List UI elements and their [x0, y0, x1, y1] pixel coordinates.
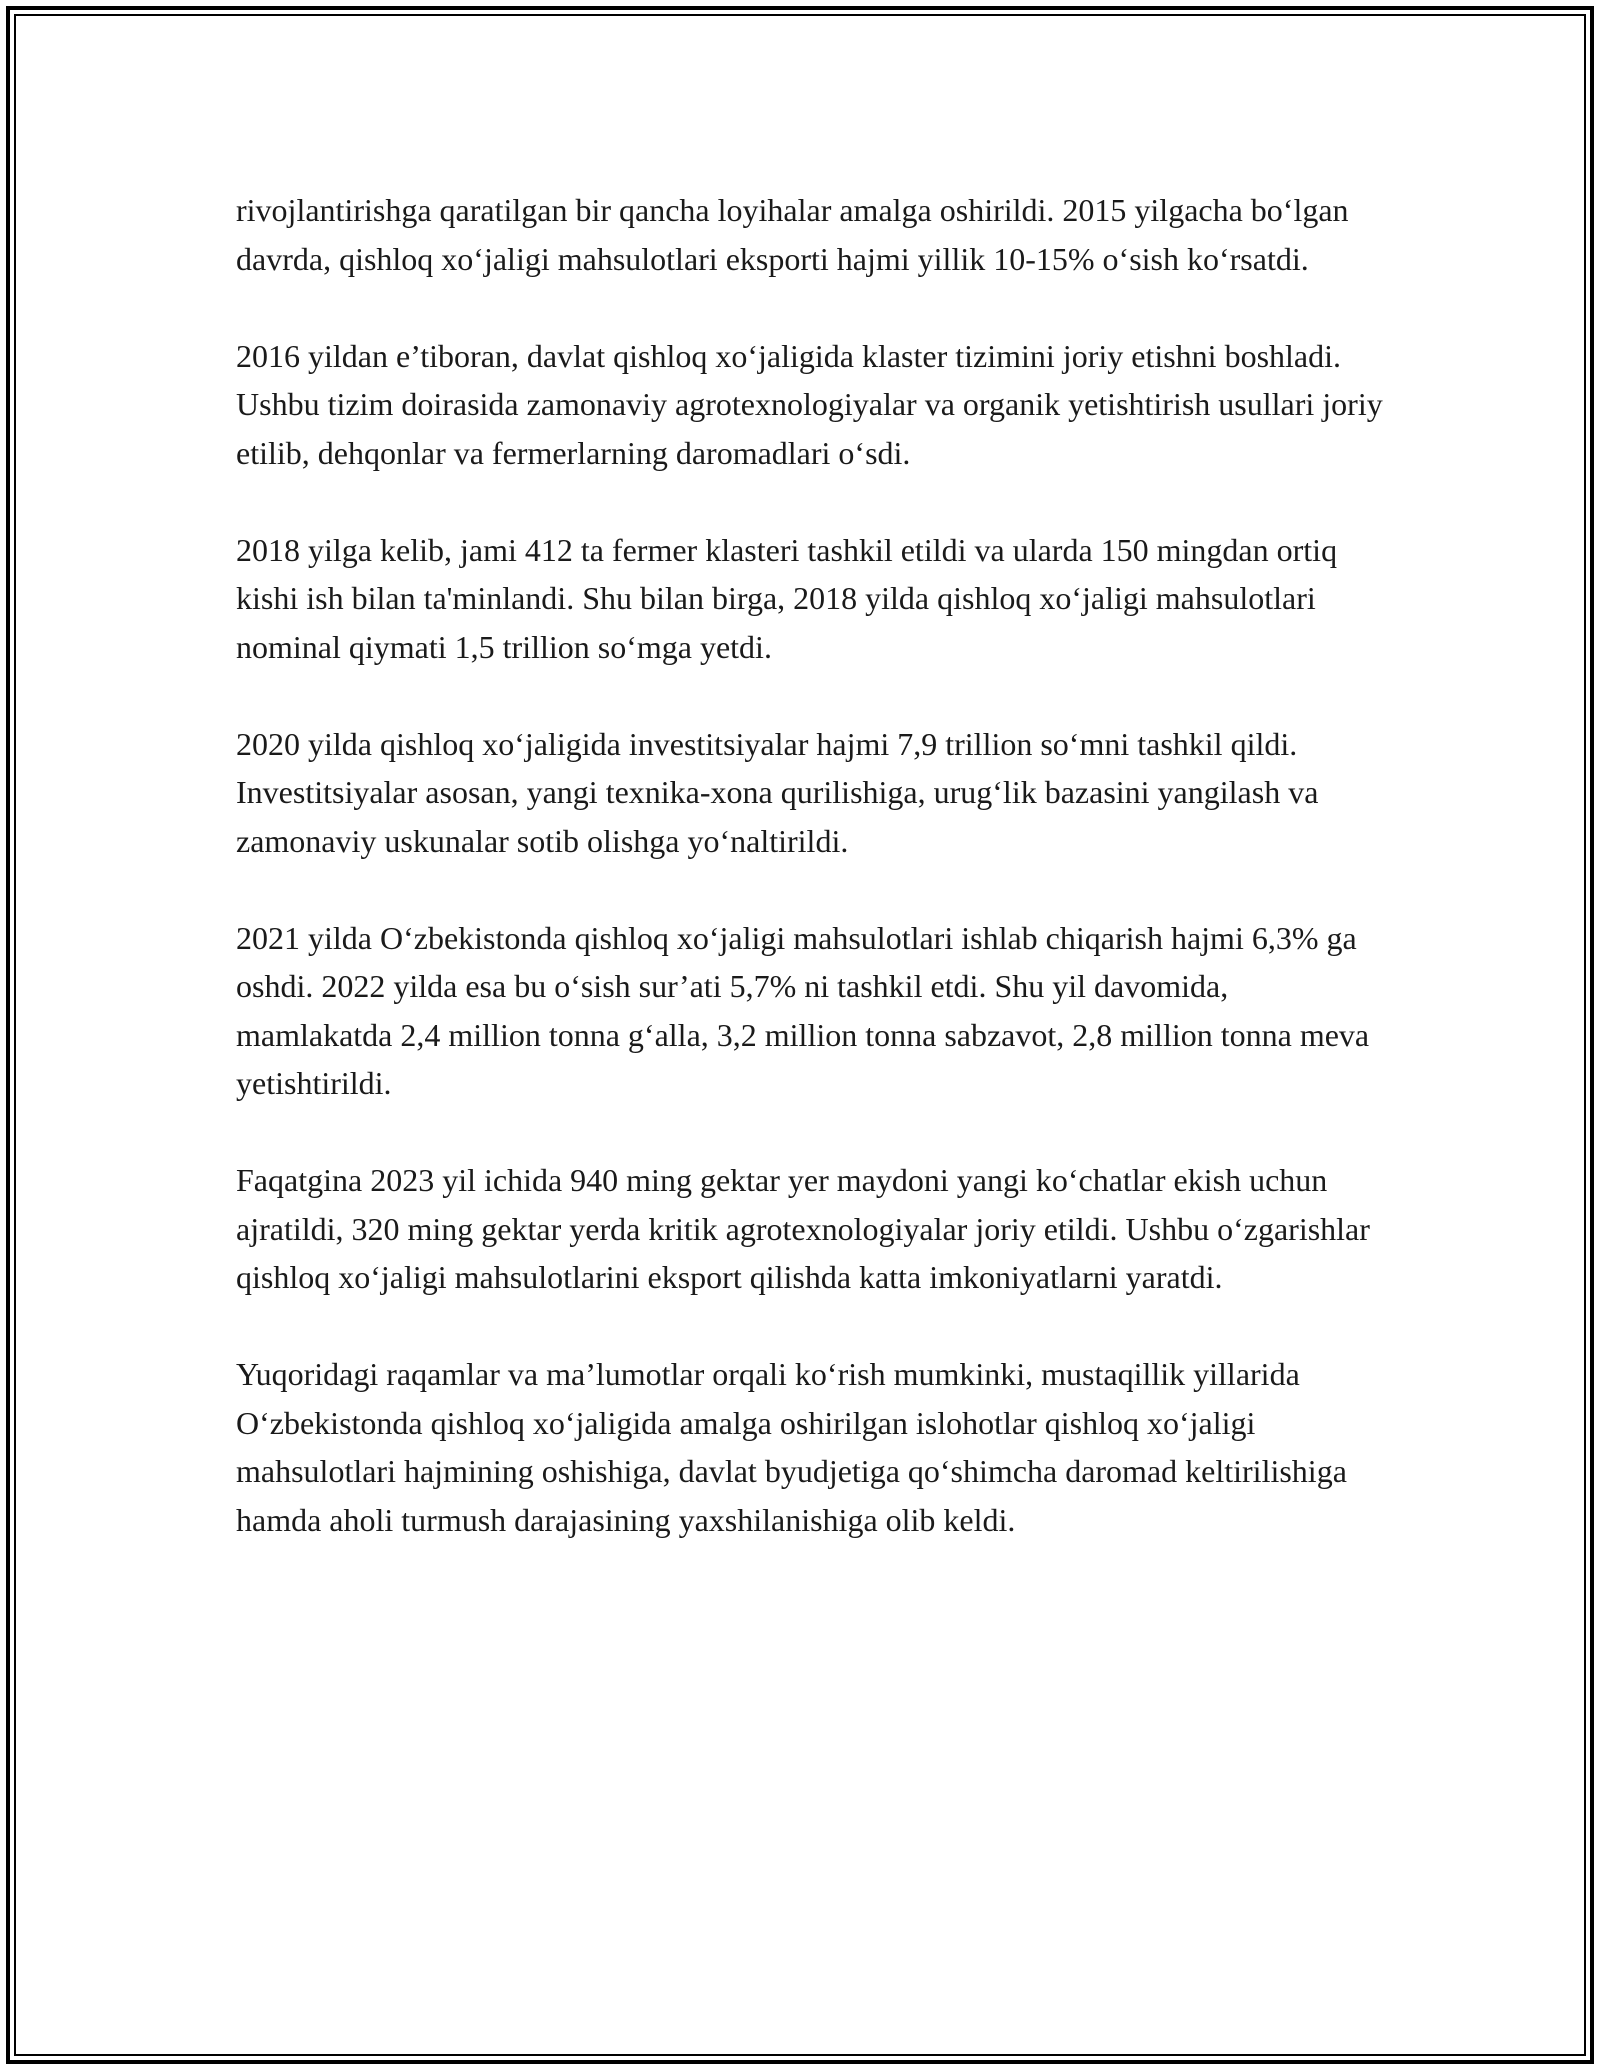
paragraph: 2016 yildan e’tiboran, davlat qishloq xo‘jaligida klaster tizimini joriy etishni boshladi. Ushbu tizim doirasida zamonaviy agrotexnologiyalar va organik yetishtirish usullari joriy etilib, dehqonlar va fermerlarning daromadlari o‘sdi.	[236, 337, 1383, 471]
paragraph: rivojlantirishga qaratilgan bir qancha loyihalar amalga oshirildi. 2015 yilgacha bo‘lgan davrda, qishloq xo‘jaligi mahsulotlari eksporti hajmi yillik 10-15% o‘sish ko‘rsatdi.	[236, 192, 1349, 277]
document-body	[236, 186, 1386, 1544]
paragraph: 2020 yilda qishloq xo‘jaligida investitsiyalar hajmi 7,9 trillion so‘mni tashkil qildi. Investitsiyalar asosan, yangi texnika-xona qurilishiga, urug‘lik bazasini yangilash va zamonaviy uskunalar sotib olishga yo‘naltirildi.	[236, 725, 1319, 859]
paragraph: 2018 yilga kelib, jami 412 ta fermer klasteri tashkil etildi va ularda 150 mingdan ortiq kishi ish bilan ta'minlandi. Shu bilan birga, 2018 yilda qishloq xo‘jaligi mahsulotlari nominal qiymati 1,5 trillion so‘mga yetdi.	[236, 531, 1338, 665]
paragraph: Yuqoridagi raqamlar va ma’lumotlar orqali ko‘rish mumkinki, mustaqillik yillarida O‘zbekistonda qishloq xo‘jaligida amalga oshirilgan islohotlar qishloq xo‘jaligi mahsulotlari hajmining oshishiga, davlat byudjetiga qo‘shimcha daromad keltirilishiga hamda aholi turmush darajasining yaxshilanishiga olib keldi.	[236, 1356, 1347, 1538]
paragraph: 2021 yilda O‘zbekistonda qishloq xo‘jaligi mahsulotlari ishlab chiqarish hajmi 6,3% ga oshdi. 2022 yilda esa bu o‘sish sur’ati 5,7% ni tashkil etdi. Shu yil davomida, mamlakatda 2,4 million tonna g‘alla, 3,2 million tonna sabzavot, 2,8 million tonna meva yetishtirildi.	[236, 919, 1370, 1101]
paragraph: Faqatgina 2023 yil ichida 940 ming gektar yer maydoni yangi ko‘chatlar ekish uchun ajratildi, 320 ming gektar yerda kritik agrotexnologiyalar joriy etildi. Ushbu o‘zgarishlar qishloq xo‘jaligi mahsulotlarini eksport qilishda katta imkoniyatlarni yaratdi.	[236, 1162, 1370, 1295]
